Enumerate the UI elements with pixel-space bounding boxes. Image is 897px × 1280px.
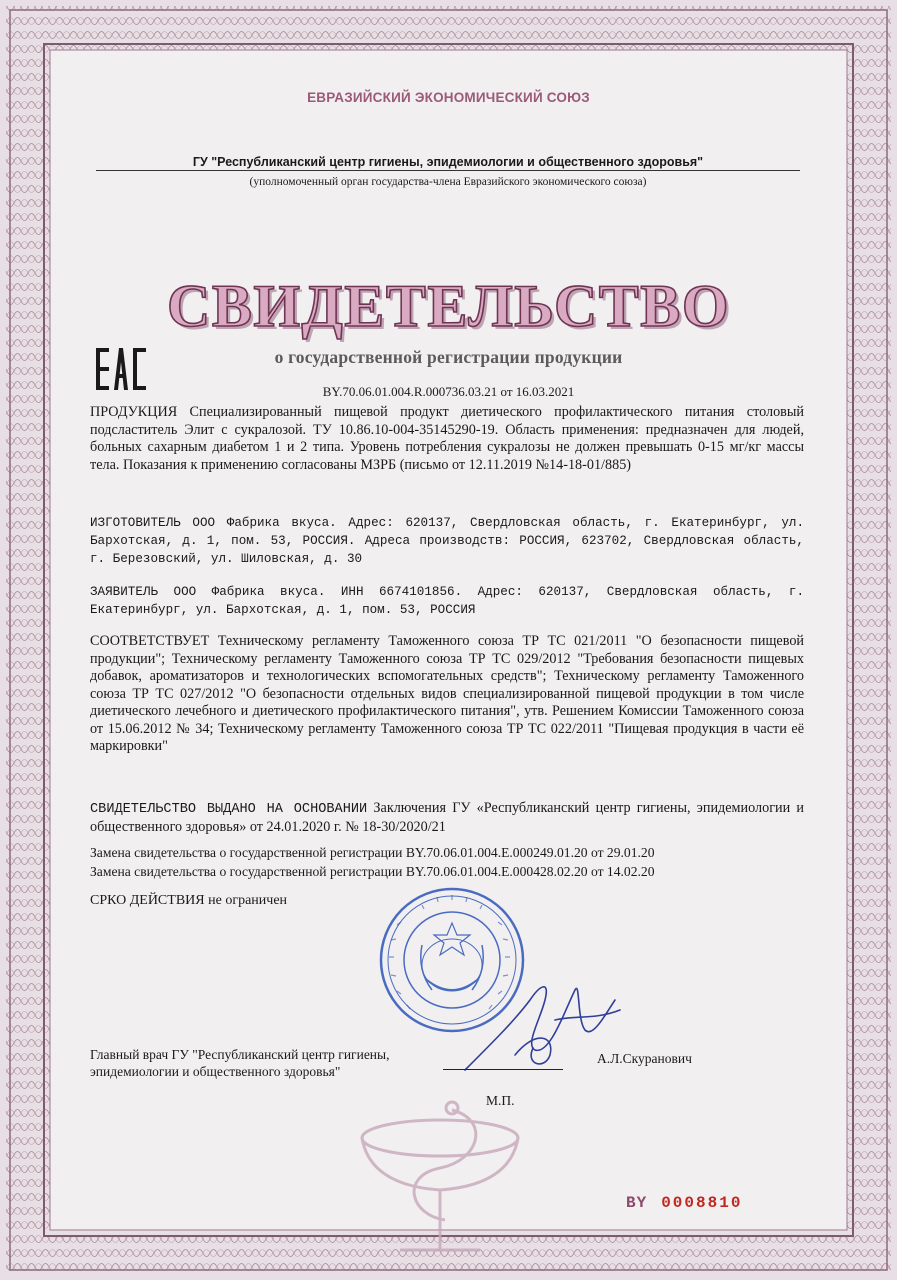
serial-digits: 0008810	[661, 1194, 743, 1212]
serial-number	[626, 1194, 742, 1212]
manufacturer-label: ИЗГОТОВИТЕЛЬ	[90, 516, 181, 530]
replacement-line-2: Замена свидетельства о государственной регистрации BY.70.06.01.004.Е.000428.02.20 от 14.02.20	[90, 864, 655, 879]
serial-country-code: BY	[626, 1194, 648, 1212]
conformity-text: Техническому регламенту Таможенного союза ТР ТС 021/2011 "О безопасности пищевой продукции"; Техническому регламенту Таможенного союза ТР ТС 029/2012 "Требования безопасности пищевых добавок, ароматизаторов и технологических вспомогательных средств"; Техническому регламенту Таможенного союза ТР ТС 027/2012 "О безопасности отдельных видов специализированной пищевой продукции в том числе диетического лечебного и диетического профилактического питания", утв. Решением Комиссии Таможенного союза от 15.06.2012 № 34; Техническому регламенту Таможенного союза ТР ТС 022/2011 "Пищевая продукция в части её маркировки"	[90, 633, 805, 754]
conformity-label: СООТВЕТСТВУЕТ	[90, 633, 210, 649]
applicant-label: ЗАЯВИТЕЛЬ	[90, 585, 159, 599]
validity-text: не ограничен	[208, 893, 288, 908]
basis-label: СВИДЕТЕЛЬСТВО ВЫДАНО НА ОСНОВАНИИ	[90, 802, 368, 817]
manufacturer-text: ООО Фабрика вкуса. Адрес: 620137, Свердловская область, г. Екатеринбург, ул. Бархотская, д. 1, пом. 53, РОССИЯ. Адреса производств: РОССИЯ, 623702, Свердловская область, г. Березовский, ул. Шиловская, д. 30	[90, 516, 804, 566]
signature-line	[443, 1069, 563, 1070]
product-section	[90, 404, 804, 474]
product-text: Специализированный пищевой продукт диетического профилактического питания столовый подсластитель Элит с сукралозой. ТУ 10.86.10-004-35145290-19. Область применения: предназначен для людей, больных сахарным диабетом 1 и 2 типа. Уровень потребления сукралозы не должен превышать 0-15 мг/кг массы тела. Показания к применению согласованы МЗРБ (письмо от 12.11.2019 №14-18-01/885)	[90, 404, 805, 473]
registration-number: BY.70.06.01.004.R.000736.03.21 от 16.03.2021	[322, 384, 575, 399]
validity-label: СРКО ДЕЙСТВИЯ	[90, 893, 205, 908]
product-label: ПРОДУКЦИЯ	[90, 404, 178, 420]
replacement-line-1: Замена свидетельства о государственной регистрации BY.70.06.01.004.Е.000249.01.20 от 29.01.20	[90, 845, 655, 860]
authority-note: (уполномоченный орган государства-члена Евразийского экономического союза)	[249, 176, 647, 188]
manufacturer-section	[90, 514, 804, 568]
document-title: СВИДЕТЕЛЬСТВО	[167, 273, 730, 339]
applicant-text: ООО Фабрика вкуса. ИНН 6674101856. Адрес: 620137, Свердловская область, г. Екатеринбург, ул. Бархотская, д. 1, пом. 53, РОССИЯ	[90, 585, 804, 617]
document-subtitle: о государственной регистрации продукции	[274, 347, 623, 367]
validity-section	[90, 893, 287, 909]
conformity-section	[90, 633, 804, 756]
basis-section	[90, 800, 804, 836]
seal-place-mark: М.П.	[486, 1093, 515, 1108]
basis-text: Заключения ГУ «Республиканский центр гигиены, эпидемиологии и общественного здоровья» от 24.01.2020 г. № 18-30/2020/21	[90, 800, 805, 835]
union-name: ЕВРАЗИЙСКИЙ ЭКОНОМИЧЕСКИЙ СОЮЗ	[307, 90, 590, 105]
applicant-section	[90, 583, 804, 619]
chief-doctor-position: Главный врач ГУ "Республиканский центр гигиены, эпидемиологии и общественного здоровья"	[90, 1047, 390, 1079]
issuing-authority: ГУ "Республиканский центр гигиены, эпидемиологии и общественного здоровья"	[96, 155, 800, 171]
signer-name: А.Л.Скуранович	[597, 1051, 692, 1066]
